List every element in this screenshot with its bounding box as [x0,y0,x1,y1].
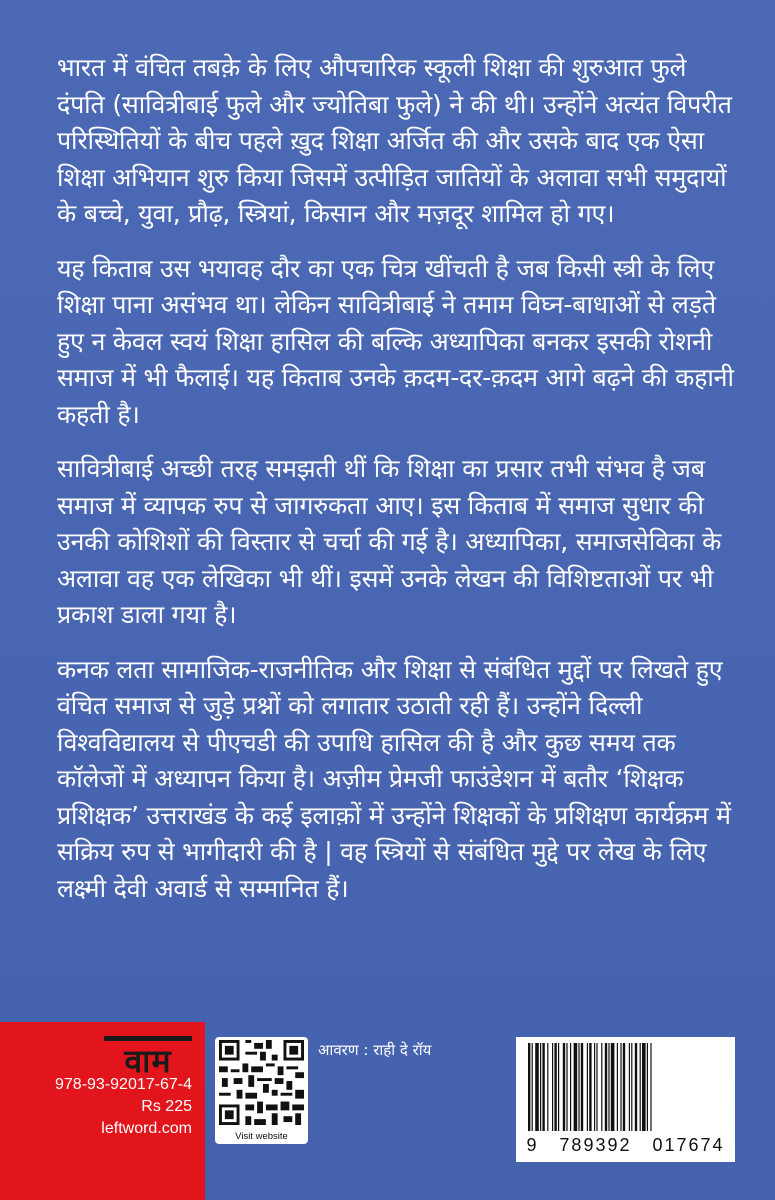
publisher-block [0,1022,205,1200]
price-text: Rs 225 [141,1098,192,1115]
barcode-bar [552,1043,553,1131]
publisher-logo: वाम [104,1036,192,1081]
author-bio-paragraph: कनक लता सामाजिक-राजनीतिक और शिक्षा से संबंधित मुद्दों पर लिखते हुए वंचित समाज से जुड़े प्रश्नों को लगातार उठाती रही हैं। उन्होंने दिल्ली विश्वविद्यालय से पीएचडी की उपाधि हासिल की है और कुछ समय तक कॉलेजों में अध्यापन किया है। अज़ीम प्रेमजी फाउंडेशन में बतौर ‘शिक्षक प्रशिक्षक’ उत्तराखंड के कई इलाक़ों में उन्होंने शिक्षकों के प्रशिक्षण कार्यक्रम में सक्रिय रुप से भागीदारी की है | वह स्त्रियों से संबंधित मुद्दे पर लेख के लिए लक्ष्मी देवी अवार्ड से सम्मानित हैं। [57,654,731,903]
barcode-bar [547,1043,548,1131]
barcode-bar [566,1043,567,1131]
barcode-bar [578,1043,579,1131]
barcode-bar [574,1043,578,1131]
blurb-paragraph-3: सावित्रीबाई अच्छी तरह समझती थीं कि शिक्षा का प्रसार तभी संभव है जब समाज में व्यापक रुप से जागरुकता आए। इस किताब में समाज सुधार की उनकी कोशिशों की विस्तार से चर्चा की गई है। अध्यापिका, समाजसेविका के अलावा वह एक लेखिका भी थीं। इसमें उनके लेखन की विशिष्टताओं पर भी प्रकाश डाला गया है। [57,454,722,629]
blurb-text [57,50,737,925]
isbn-text: 978-93-92017-67-4 [55,1076,192,1093]
barcode-bar [635,1043,637,1131]
barcode-digits-mid: 789392 [559,1135,632,1155]
barcode-bar [540,1043,541,1131]
qr-code-icon [219,1040,304,1125]
barcode-bar [589,1043,591,1131]
website-link[interactable]: leftword.com [101,1120,192,1137]
barcode-bar [528,1043,530,1131]
qr-caption: Visit website [235,1131,288,1142]
barcode-bar [617,1043,618,1131]
barcode-bar [642,1043,646,1131]
barcode-bars [526,1043,725,1131]
isbn-barcode [516,1037,735,1162]
barcode-bar [608,1043,609,1131]
barcode-bar [581,1043,583,1131]
barcode-bar [554,1043,556,1131]
barcode-bar [650,1043,651,1131]
barcode-bar [629,1043,630,1131]
barcode-bar [640,1043,641,1131]
barcode-bar [601,1043,602,1131]
qr-code-card[interactable] [215,1037,308,1144]
barcode-bar [611,1043,615,1131]
barcode-bar [594,1043,595,1131]
barcode-bar [596,1043,597,1131]
barcode-digits-last: 017674 [652,1135,725,1155]
barcode-bar [620,1043,621,1131]
barcode-bar [631,1043,632,1131]
barcode-bar [647,1043,648,1131]
barcode-bar [558,1043,559,1131]
barcode-bar [535,1043,539,1131]
barcode-bar [587,1043,588,1131]
barcode-bar [623,1043,625,1131]
barcode-bar [542,1043,544,1131]
publisher-info [55,1074,192,1140]
barcode-number [516,1135,735,1156]
barcode-digit-first: 9 [526,1135,539,1155]
barcode-bar [532,1043,533,1131]
barcode-bar [605,1043,607,1131]
barcode-bar [570,1043,571,1131]
blurb-paragraph-1: भारत में वंचित तबक़े के लिए औपचारिक स्कूली शिक्षा की शुरुआत फुले दंपति (सावित्रीबाई फुले और ज्योतिबा फुले) ने की थी। उन्होंने अत्यंत विपरीत परिस्थितियों के बीच पहले ख़ुद शिक्षा अर्जित की और उसके बाद एक ऐसा शिक्षा अभियान शुरु किया जिसमें उत्पीड़ित जातियों के अलावा सभी समुदायों के बच्चे, युवा, प्रौढ़, स्त्रियां, किसान और मज़दूर शामिल हो गए। [57,53,732,228]
barcode-bar [563,1043,565,1131]
blurb-paragraph-2: यह किताब उस भयावह दौर का एक चित्र खींचती है जब किसी स्त्री के लिए शिक्षा पाना असंभव था। लेकिन सावित्रीबाई ने तमाम विघ्न-बाधाओं से लड़ते हुए न केवल स्वयं शिक्षा हासिल की बल्कि अध्यापिका बनकर इसकी रोशनी समाज में भी फैलाई। यह किताब उनके क़दम-दर-क़दम आगे बढ़ने की कहानी कहती है। [57,253,734,429]
cover-credit: आवरण : राही दे रॉय [318,1041,432,1059]
